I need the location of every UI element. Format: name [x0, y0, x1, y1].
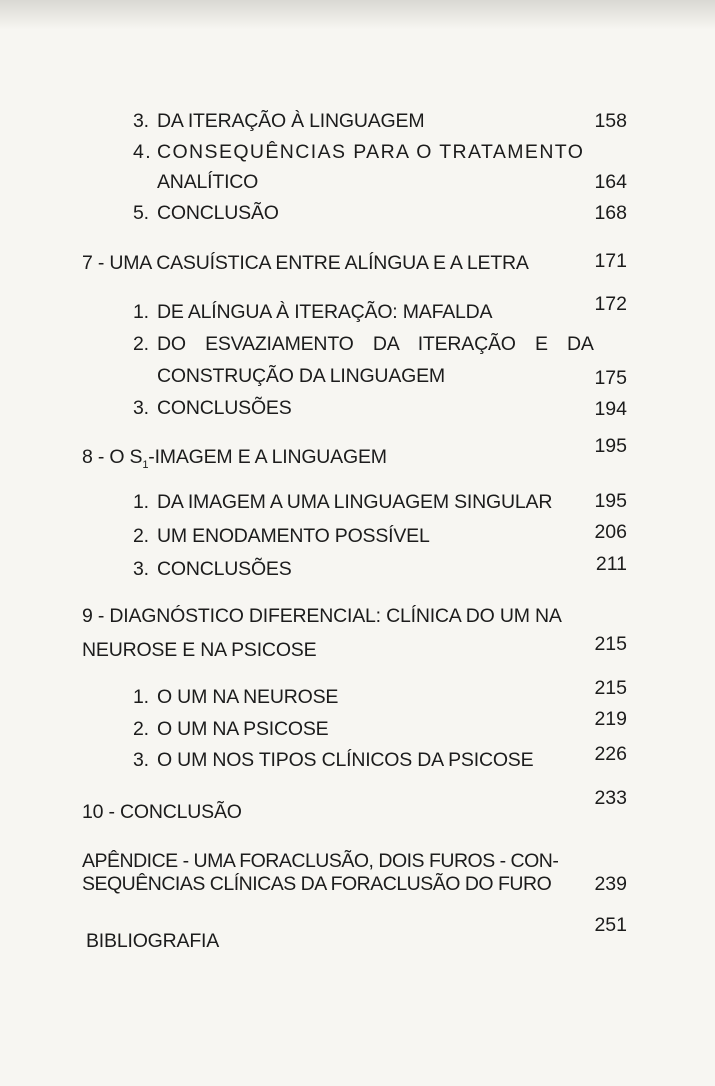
toc-chapter-page: 195 [594, 435, 627, 457]
toc-entry-title: CONCLUSÕES [157, 558, 292, 580]
toc-entry-title-cont: CONSTRUÇÃO DA LINGUAGEM [157, 365, 445, 387]
toc-entry-page: 215 [594, 677, 627, 699]
toc-chapter-title-cont: NEUROSE E NA PSICOSE [82, 639, 317, 661]
toc-entry-title: DO ESVAZIAMENTO DA ITERAÇÃO E DA [157, 333, 594, 355]
toc-chapter-title: 7 - UMA CASUÍSTICA ENTRE ALÍNGUA E A LETRA [82, 252, 529, 274]
toc-entry-num: 2. [133, 333, 149, 355]
toc-entry-title: CONCLUSÕES [157, 397, 292, 419]
top-edge-shadow [0, 0, 715, 30]
toc-entry-num: 3. [133, 749, 149, 771]
toc-bibliography-page: 251 [594, 914, 627, 936]
toc-entry-page: 168 [594, 202, 627, 224]
toc-entry-num: 3. [133, 397, 149, 419]
toc-entry-page: 172 [594, 293, 627, 315]
chapter-title-prefix: 8 - O S [82, 446, 143, 468]
toc-entry-page: 211 [595, 553, 627, 575]
toc-entry-num: 4. [133, 141, 153, 163]
toc-entry-page: 195 [594, 490, 627, 512]
toc-chapter-page: 215 [594, 633, 627, 655]
toc-entry-num: 5. [133, 202, 149, 224]
toc-entry-title-cont: ANALÍTICO [157, 171, 259, 193]
toc-entry-title: DA ITERAÇÃO À LINGUAGEM [157, 110, 425, 132]
chapter-title-suffix: -IMAGEM E A LINGUAGEM [148, 446, 387, 468]
toc-entry-title: O UM NA NEUROSE [157, 686, 339, 708]
toc-entry-num: 2. [133, 525, 149, 547]
toc-entry-num: 1. [133, 301, 149, 323]
toc-entry-title: O UM NA PSICOSE [157, 718, 329, 740]
toc-chapter-page: 171 [594, 250, 627, 272]
toc-entry-num: 1. [133, 686, 149, 708]
toc-entry-page: 175 [594, 367, 627, 389]
toc-entry-title: DA IMAGEM A UMA LINGUAGEM SINGULAR [157, 491, 553, 513]
toc-entry-page: 158 [594, 110, 627, 132]
toc-entry-title: O UM NOS TIPOS CLÍNICOS DA PSICOSE [157, 749, 534, 771]
toc-entry-num: 2. [133, 718, 149, 740]
toc-entry-page: 206 [594, 521, 627, 543]
toc-appendix-page: 239 [594, 873, 627, 895]
toc-entry-page: 164 [594, 171, 627, 193]
toc-entry-num: 3. [133, 110, 149, 132]
toc-appendix-title-cont: SEQUÊNCIAS CLÍNICAS DA FORACLUSÃO DO FURO [82, 873, 552, 895]
toc-entry-title: CONCLUSÃO [157, 202, 279, 224]
toc-appendix-title: APÊNDICE - UMA FORACLUSÃO, DOIS FUROS - CON- [82, 850, 559, 872]
toc-chapter-page: 233 [594, 787, 627, 809]
toc-entry-num: 1. [133, 491, 149, 513]
toc-entry-title: UM ENODAMENTO POSSÍVEL [157, 525, 430, 547]
toc-entry-num: 3. [133, 558, 149, 580]
toc-entry-page: 226 [594, 743, 627, 765]
toc-entry-page: 219 [594, 708, 627, 730]
toc-chapter-title: 10 - CONCLUSÃO [82, 801, 242, 823]
toc-entry-title: DE ALÍNGUA À ITERAÇÃO: MAFALDA [157, 301, 493, 323]
subscript-index: 1 [142, 458, 149, 471]
toc-bibliography-title: BIBLIOGRAFIA [86, 930, 220, 952]
toc-chapter-title: 9 - DIAGNÓSTICO DIFERENCIAL: CLÍNICA DO UM NA [82, 605, 562, 627]
toc-entry-title: CONSEQUÊNCIAS PARA O TRATAMENTO [157, 141, 585, 163]
toc-entry-page: 194 [594, 398, 627, 420]
toc-chapter-title [82, 445, 387, 477]
